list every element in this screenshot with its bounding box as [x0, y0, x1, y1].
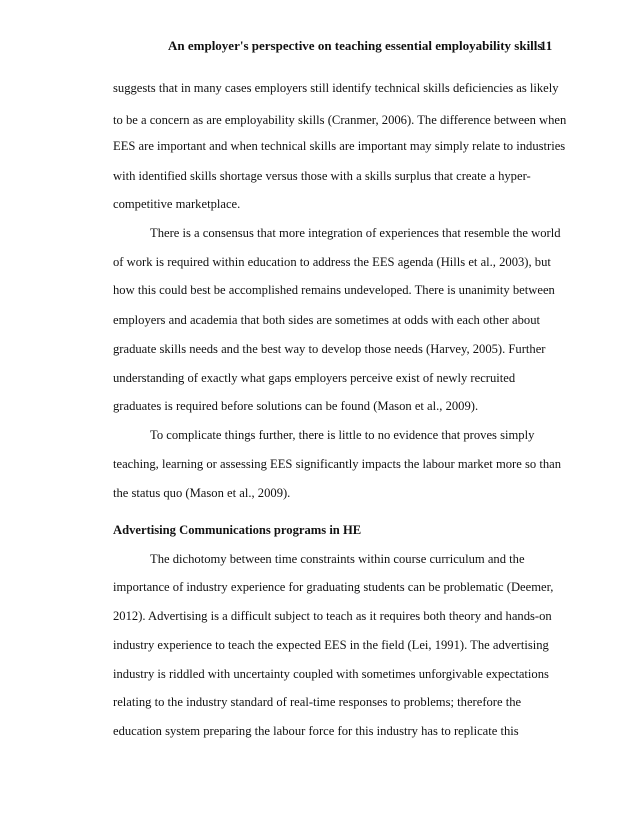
- body-line: 2012). Advertising is a difficult subject to teach as it requires both theory and hands-on: [113, 609, 552, 623]
- body-line: relating to the industry standard of real-time responses to problems; therefore the: [113, 695, 522, 709]
- body-line: industry experience to teach the expected EES in the field (Lei, 1991). The advertising: [113, 638, 549, 652]
- body-line: employers and academia that both sides are sometimes at odds with each other about: [113, 313, 541, 327]
- body-line: industry is riddled with uncertainty coupled with sometimes unforgivable expectations: [113, 667, 549, 681]
- body-line: To complicate things further, there is little to no evidence that proves simply: [150, 428, 535, 442]
- body-line: the status quo (Mason et al., 2009).: [113, 486, 291, 500]
- body-line: how this could best be accomplished remains undeveloped. There is unanimity between: [113, 283, 555, 297]
- running-head: An employer's perspective on teaching essential employability skills: [168, 38, 543, 53]
- body-line: to be a concern as are employability skills (Cranmer, 2006). The difference between when: [113, 113, 567, 127]
- page-number: 11: [540, 38, 553, 53]
- body-line: graduates is required before solutions can be found (Mason et al., 2009).: [113, 399, 479, 413]
- body-line: The dichotomy between time constraints within course curriculum and the: [150, 552, 525, 566]
- body-line: There is a consensus that more integration of experiences that resemble the world: [150, 226, 561, 240]
- body-line: graduate skills needs and the best way to develop those needs (Harvey, 2005). Further: [113, 342, 546, 356]
- body-line: understanding of exactly what gaps employers perceive exist of newly recruited: [113, 371, 516, 385]
- body-line: competitive marketplace.: [113, 197, 241, 211]
- section-heading: Advertising Communications programs in HE: [113, 523, 362, 537]
- body-line: of work is required within education to address the EES agenda (Hills et al., 2003), but: [113, 255, 551, 269]
- body-line: suggests that in many cases employers still identify technical skills deficiencies as likely: [113, 81, 559, 95]
- body-line: education system preparing the labour force for this industry has to replicate this: [113, 724, 519, 738]
- body-line: EES are important and when technical skills are important may simply relate to industries: [113, 139, 566, 153]
- body-line: importance of industry experience for graduating students can be problematic (Deemer,: [113, 580, 554, 594]
- body-line: with identified skills shortage versus those with a skills surplus that create a hyper-: [113, 169, 531, 183]
- body-line: teaching, learning or assessing EES significantly impacts the labour market more so than: [113, 457, 562, 471]
